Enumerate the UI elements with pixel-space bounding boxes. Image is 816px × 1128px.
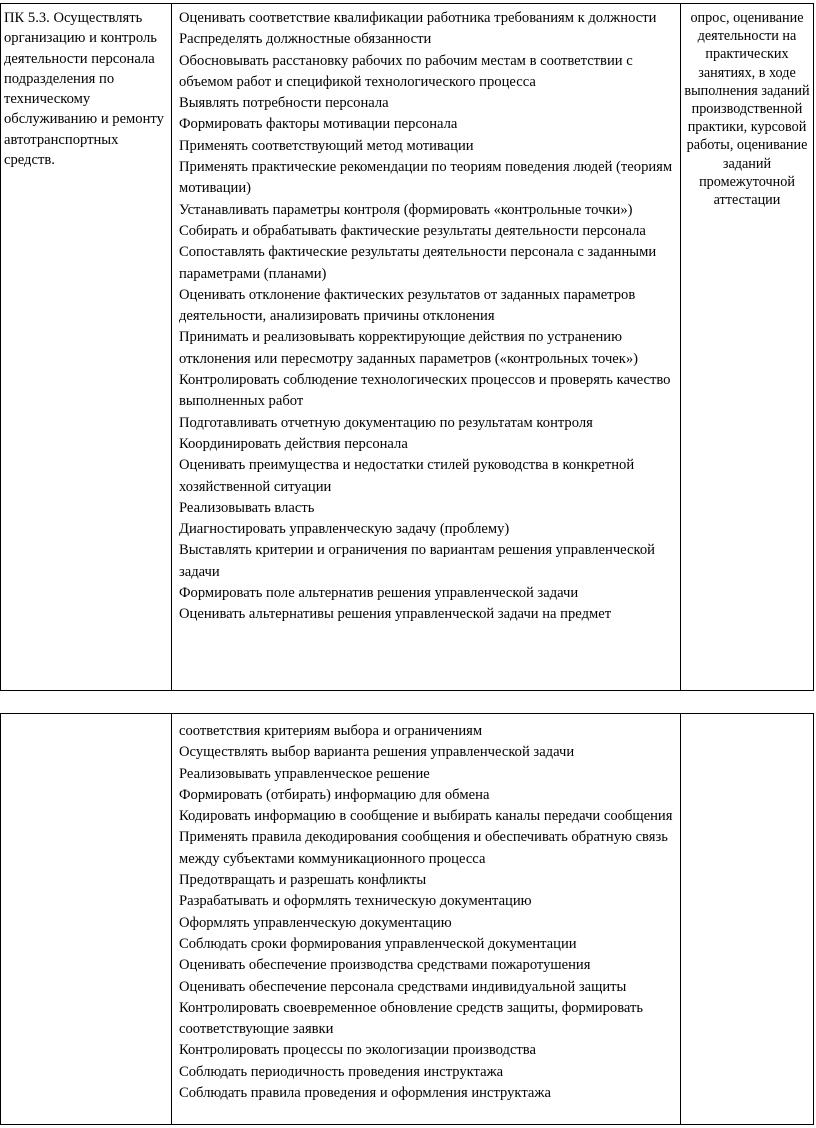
skills-cell: [172, 714, 681, 1124]
skill-item: Принимать и реализовывать корректирующие действия по устранению отклонения или пересмотру заданных параметров («контрольных точек»): [179, 329, 639, 367]
skill-item: Оценивать обеспечение персонала средствами индивидуальной защиты: [179, 978, 627, 995]
skill-item: Оценивать альтернативы решения управленческой задачи на предмет: [179, 606, 612, 623]
competency-cell: [1, 714, 172, 1124]
skill-item: Применять практические рекомендации по теориям поведения людей (теориям мотивации): [179, 159, 673, 197]
skill-item: Оценивать отклонение фактических результатов от заданных параметров деятельности, анализировать причины отклонения: [179, 286, 636, 325]
skill-item: Предотвращать и разрешать конфликты: [179, 872, 427, 889]
skill-item: Оценивать соответствие квалификации работника требованиям к должности: [179, 10, 657, 26]
skill-item: Собирать и обрабатывать фактические результаты деятельности персонала: [179, 222, 646, 239]
skill-item: Формировать (отбирать) информацию для обмена: [179, 786, 490, 803]
skills-cell: [172, 4, 681, 690]
skill-item: Применять соответствующий метод мотивации: [179, 137, 474, 154]
skill-item: Формировать факторы мотивации персонала: [179, 116, 458, 133]
skill-item: Осуществлять выбор варианта решения управленческой задачи: [179, 744, 575, 761]
skill-item: Координировать действия персонала: [179, 435, 408, 452]
competency-table-part-2: [0, 713, 814, 1125]
skill-item: Сопоставлять фактические результаты деятельности персонала с заданными параметрами (планами): [179, 244, 657, 282]
skill-item: Соблюдать правила проведения и оформления инструктажа: [179, 1085, 551, 1102]
skill-item: Подготавливать отчетную документацию по результатам контроля: [179, 414, 593, 431]
competency-table-part-1: [0, 3, 814, 691]
skill-item: Оценивать обеспечение производства средствами пожаротушения: [179, 957, 591, 974]
assessment-cell: [681, 714, 813, 1124]
skill-item: Оформлять управленческую документацию: [179, 914, 452, 931]
skill-item: Формировать поле альтернатив решения управленческой задачи: [179, 585, 579, 602]
skill-item: соответствия критериям выбора и ограничениям: [179, 723, 483, 739]
skill-item: Выявлять потребности персонала: [179, 95, 389, 112]
skill-item: Оценивать преимущества и недостатки стилей руководства в конкретной хозяйственной ситуации: [179, 457, 635, 495]
skill-item: Соблюдать сроки формирования управленческой документации: [179, 935, 577, 952]
skill-item: Выставлять критерии и ограничения по вариантам решения управленческой задачи: [179, 542, 655, 580]
skill-item: Контролировать процессы по экологизации производства: [179, 1042, 536, 1059]
skill-item: Реализовывать власть: [179, 499, 315, 516]
competency-cell: ПК 5.3. Осуществлять организацию и контроль деятельности персонала подразделения по техническому обслуживанию и ремонту автотранспортных средств.: [1, 4, 172, 690]
assessment-cell: опрос, оценивание деятельности на практических занятиях, в ходе выполнения заданий производственной практики, курсовой работы, оценивание заданий промежуточной аттестации: [684, 10, 810, 209]
skill-item: Распределять должностные обязанности: [179, 31, 432, 48]
skill-item: Разрабатывать и оформлять техническую документацию: [179, 893, 532, 910]
skill-item: Обосновывать расстановку рабочих по рабочим местам в соответствии с объемом работ и спецификой технологического процесса: [179, 52, 633, 90]
skill-item: Устанавливать параметры контроля (формировать «контрольные точки»): [179, 201, 633, 218]
skill-item: Соблюдать периодичность проведения инструктажа: [179, 1063, 504, 1080]
skill-item: Реализовывать управленческое решение: [179, 765, 430, 782]
skill-item: Диагностировать управленческую задачу (проблему): [179, 521, 510, 538]
skill-item: Контролировать соблюдение технологических процессов и проверять качество выполненных работ: [179, 372, 671, 410]
skill-item: Контролировать своевременное обновление средств защиты, формировать соответствующие заявки: [179, 999, 644, 1038]
skill-item: Кодировать информацию в сообщение и выбирать каналы передачи сообщения: [179, 808, 673, 825]
skill-item: Применять правила декодирования сообщения и обеспечивать обратную связь между субъектами коммуникационного процесса: [179, 829, 668, 867]
